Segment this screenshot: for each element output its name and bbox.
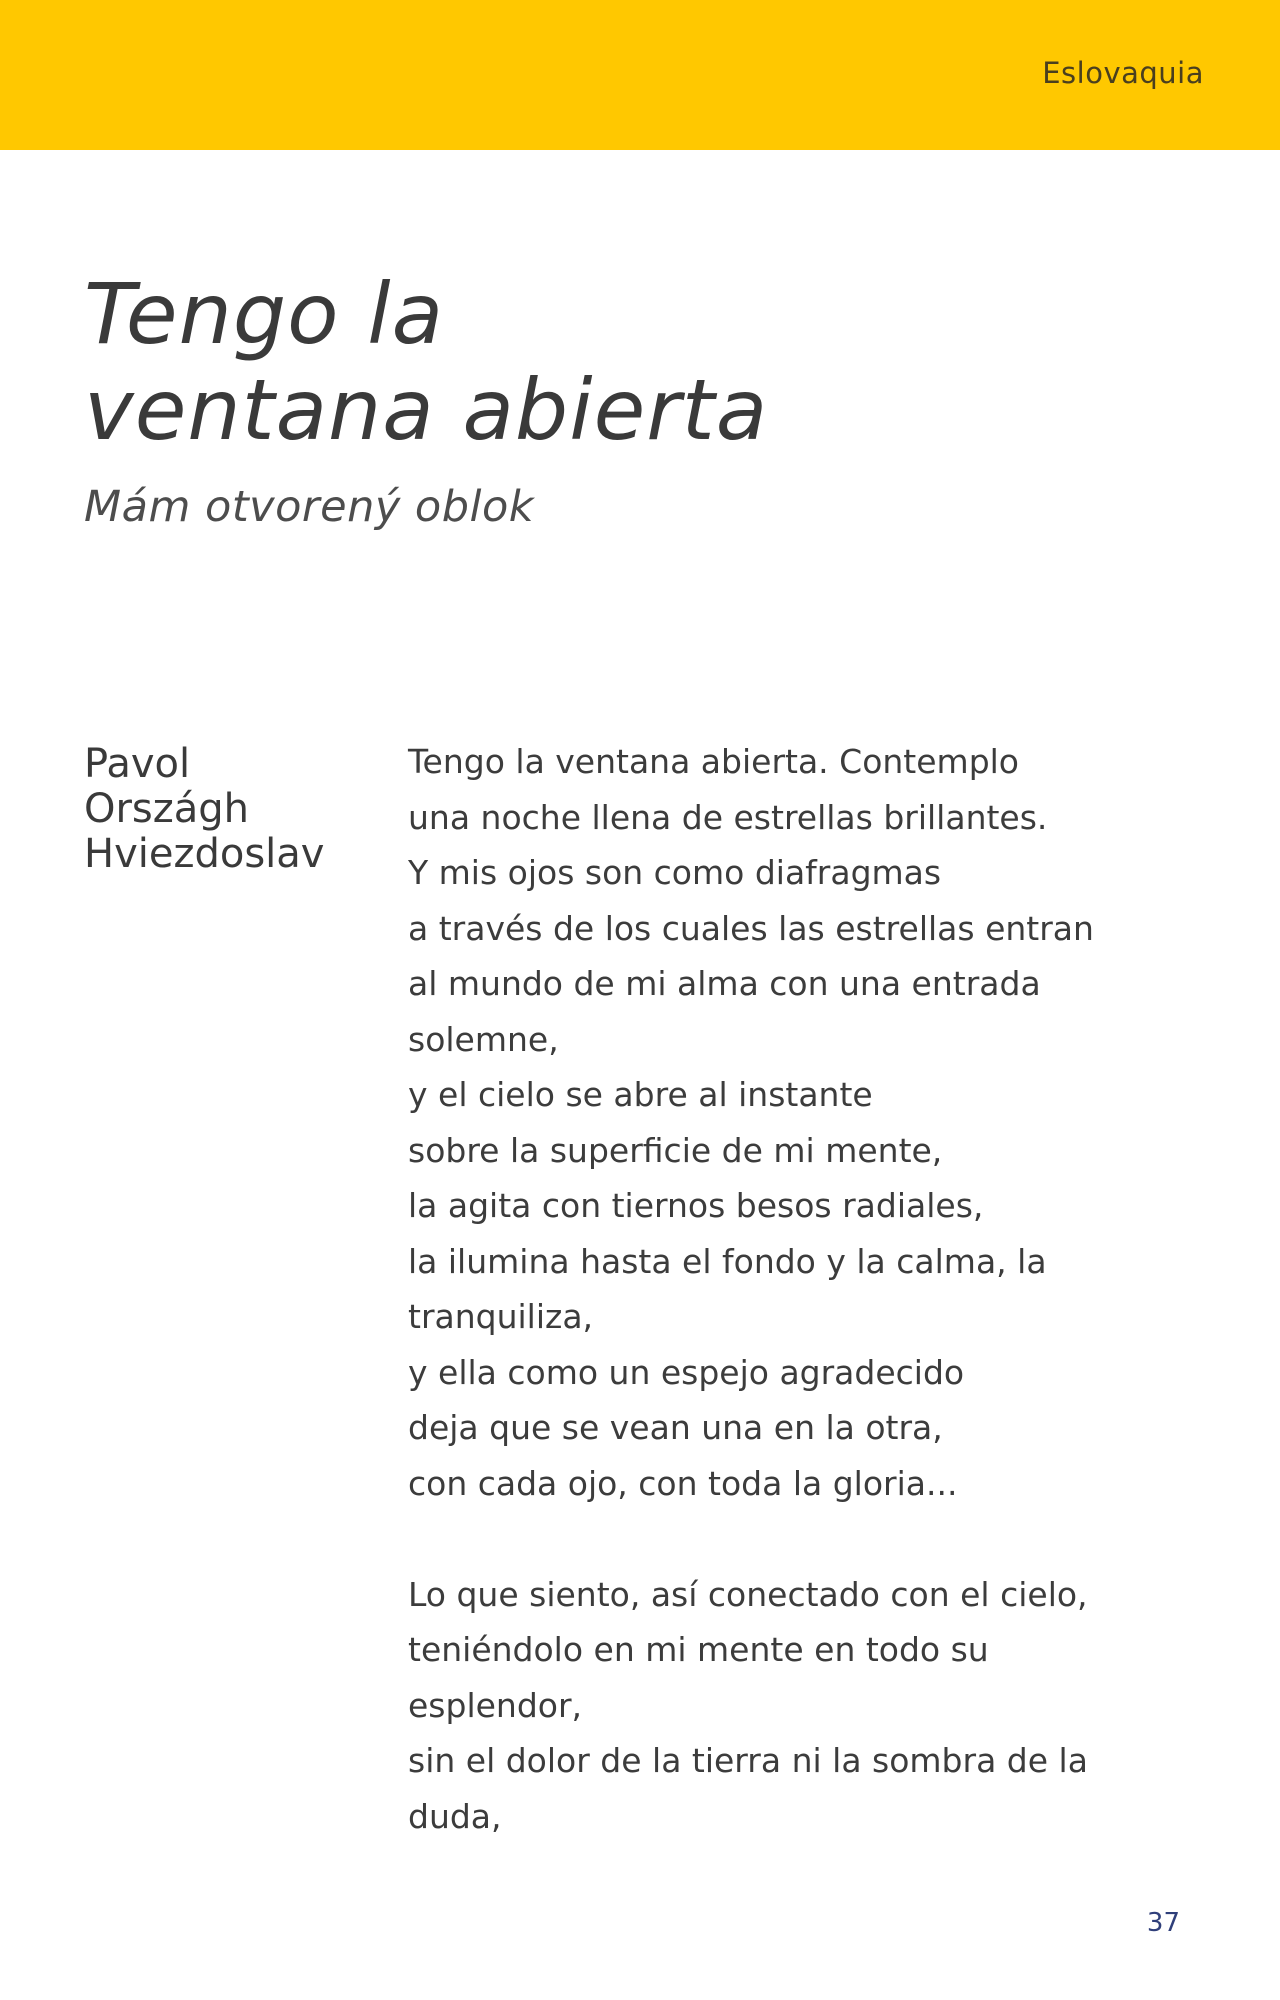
poem-line: deja que se vean una en la otra, — [408, 1408, 943, 1447]
poem-line: Tengo la ventana abierta. Contemplo — [408, 742, 1019, 781]
poem-body — [408, 734, 1188, 1844]
poem-line: solemne, — [408, 1019, 559, 1059]
poem-line: a través de los cuales las estrellas entran — [408, 908, 1094, 948]
poem-line: sobre la superficie de mi mente, — [408, 1130, 943, 1170]
poem-line: la agita con tiernos besos radiales, — [408, 1186, 984, 1225]
poem-line: la ilumina hasta el fondo y la calma, la — [408, 1241, 1047, 1281]
author-line: Országh — [84, 786, 250, 832]
author-line: Hviezdoslav — [84, 831, 325, 877]
title-line: ventana abierta — [84, 361, 769, 459]
poem-line: y el cielo se abre al instante — [408, 1075, 873, 1114]
poem-line: al mundo de mi alma con una entrada — [408, 964, 1041, 1003]
poem-line: teniéndolo en mi mente en todo su — [408, 1630, 989, 1669]
poem-line: sin el dolor de la tierra ni la sombra de la — [408, 1741, 1088, 1780]
page-number: 37 — [1146, 1908, 1180, 1938]
poem-line: una noche llena de estrellas brillantes. — [408, 797, 1048, 837]
poem-line: Lo que siento, así conectado con el cielo, — [408, 1574, 1088, 1614]
header-band — [0, 0, 1280, 150]
country-label: Eslovaquia — [1042, 56, 1204, 90]
author-name — [84, 742, 324, 877]
poem-title — [84, 266, 984, 458]
title-line: Tengo la — [84, 265, 445, 363]
poem-line: con cada ojo, con toda la gloria... — [408, 1463, 958, 1503]
poem-line: Y mis ojos son como diafragmas — [408, 853, 942, 892]
poem-line: y ella como un espejo agradecido — [408, 1352, 965, 1392]
poem-line: duda, — [408, 1796, 502, 1836]
poem-line: esplendor, — [408, 1685, 583, 1725]
stanza-break — [408, 1511, 1188, 1567]
author-line: Pavol — [84, 741, 191, 787]
poem-line: tranquiliza, — [408, 1297, 594, 1336]
original-title: Mám otvorený oblok — [84, 482, 535, 532]
